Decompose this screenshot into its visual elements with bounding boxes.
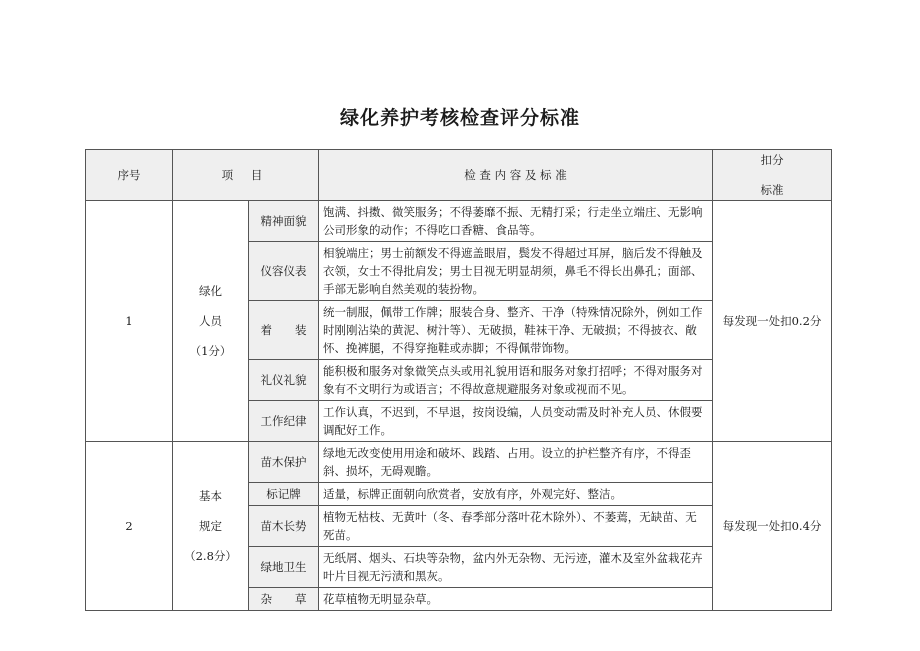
item-label: 标记牌 <box>249 483 319 506</box>
item-content: 无纸屑、烟头、石块等杂物，盆内外无杂物、无污迹，灌木及室外盆栽花卉叶片目视无污渍和黑灰。 <box>319 547 713 588</box>
item-content: 植物无枯枝、无黄叶（冬、春季部分落叶花木除外）、不萎蔫，无缺苗、无死苗。 <box>319 506 713 547</box>
header-row <box>86 150 832 201</box>
item-content: 能积极和服务对象微笑点头或用礼貌用语和服务对象打招呼；不得对服务对象有不文明行为或语言；不得故意规避服务对象或视而不见。 <box>319 360 713 401</box>
item-label: 精神面貌 <box>249 201 319 242</box>
category-line: 基本 <box>199 489 222 503</box>
header-seq: 序号 <box>86 150 173 201</box>
item-content: 工作认真，不迟到，不早退，按岗设编，人员变动需及时补充人员、休假要调配好工作。 <box>319 401 713 442</box>
table-row <box>86 442 832 483</box>
item-label: 杂 草 <box>249 588 319 611</box>
item-label: 苗木保护 <box>249 442 319 483</box>
section-score: 每发现一处扣0.4分 <box>713 442 832 611</box>
header-score-line1: 扣分 <box>760 153 784 167</box>
table-row <box>86 201 832 242</box>
section-seq: 1 <box>86 201 173 442</box>
category-line: （2.8分） <box>184 549 237 563</box>
category-line: 绿化 <box>199 284 222 298</box>
section-seq: 2 <box>86 442 173 611</box>
item-content: 相貌端庄；男士前额发不得遮盖眼眉，鬓发不得超过耳屏，脑后发不得触及衣领，女士不得批肩发；男士目视无明显胡须，鼻毛不得长出鼻孔；面部、手部无影响自然美观的装扮物。 <box>319 242 713 301</box>
item-content: 统一制服，佩带工作牌；服装合身、整齐、干净（特殊情况除外，例如工作时刚刚沾染的黄泥、树汁等）、无破损，鞋袜干净、无破损；不得披衣、敞怀、挽裤腿，不得穿拖鞋或赤脚；不得佩带饰物。 <box>319 301 713 360</box>
item-content: 饱满、抖擞、微笑服务；不得萎靡不振、无精打采；行走坐立端庄、无影响公司形象的动作；不得吃口香糖、食品等。 <box>319 201 713 242</box>
category-line: （1分） <box>189 344 232 358</box>
header-content: 检 查 内 容 及 标 准 <box>319 150 713 201</box>
section-category <box>173 201 249 442</box>
section-score: 每发现一处扣0.2分 <box>713 201 832 442</box>
section-category <box>173 442 249 611</box>
header-score <box>713 150 832 201</box>
item-label: 绿地卫生 <box>249 547 319 588</box>
item-content: 花草植物无明显杂草。 <box>319 588 713 611</box>
item-label: 着 装 <box>249 301 319 360</box>
category-line: 人员 <box>199 314 222 328</box>
item-label: 仪容仪表 <box>249 242 319 301</box>
category-line: 规定 <box>199 519 222 533</box>
item-label: 礼仪礼貌 <box>249 360 319 401</box>
item-content: 绿地无改变使用用途和破坏、践踏、占用。设立的护栏整齐有序，不得歪斜、损坏，无碍观瞻。 <box>319 442 713 483</box>
header-score-line2: 标准 <box>760 183 784 197</box>
item-label: 苗木长势 <box>249 506 319 547</box>
scoring-table <box>85 149 832 611</box>
item-content: 适量，标牌正面朝向欣赏者，安放有序，外观完好、整洁。 <box>319 483 713 506</box>
document-title: 绿化养护考核检查评分标准 <box>339 107 580 129</box>
item-label: 工作纪律 <box>249 401 319 442</box>
header-item: 项 目 <box>173 150 319 201</box>
